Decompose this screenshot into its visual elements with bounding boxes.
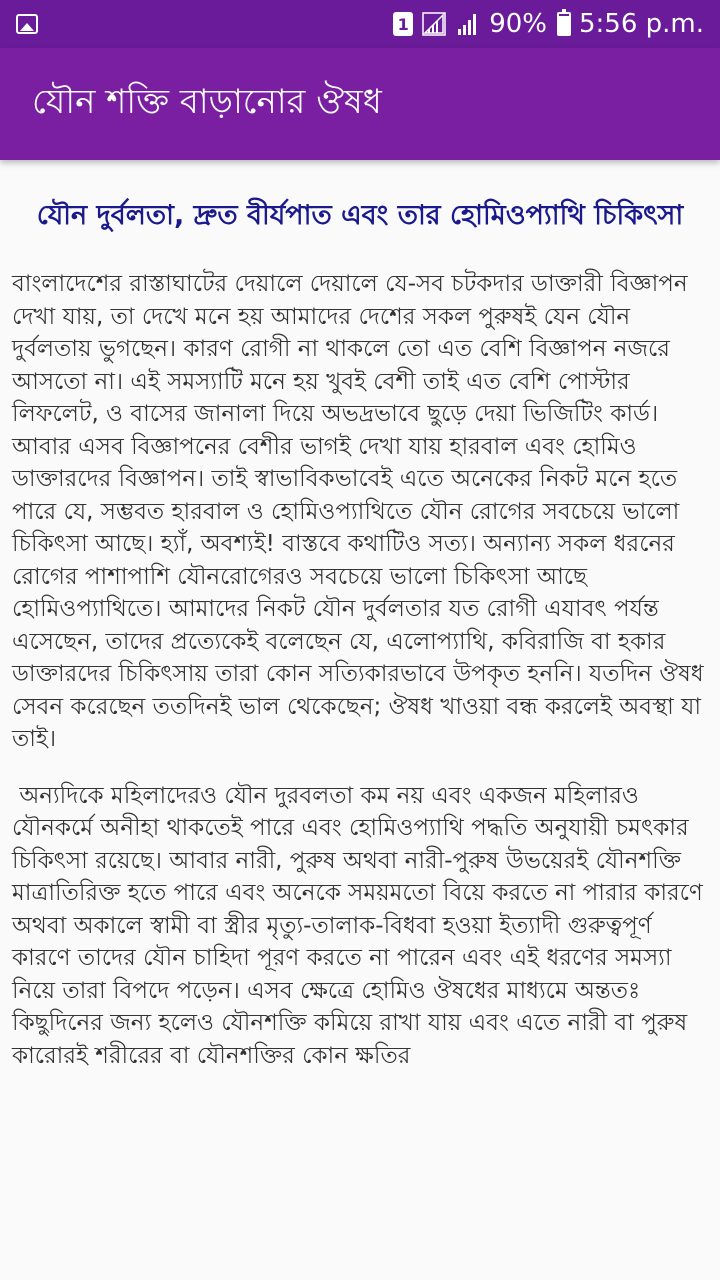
- status-right: [393, 9, 704, 39]
- article-content[interactable]: [0, 160, 720, 1280]
- status-bar: [0, 0, 720, 48]
- app-bar: [0, 48, 720, 160]
- cell-signal-icon: [455, 11, 481, 37]
- sim-icon: 1: [393, 12, 413, 36]
- app-title: যৌন শক্তি বাড়ানোর ঔষধ: [32, 81, 382, 122]
- battery-percent: 90%: [489, 9, 547, 39]
- wifi-signal-icon: [421, 11, 447, 37]
- article-title: যৌন দুর্বলতা, দ্রুত বীর্যপাত এবং তার হোমিওপ্যাথি চিকিৎসা: [36, 200, 684, 231]
- gallery-icon: [16, 14, 38, 34]
- article-paragraph-2: অন্যদিকে মহিলাদেরও যৌন দুরবলতা কম নয় এবং একজন মহিলারও যৌনকর্মে অনীহা থাকতেই পারে এবং হোমিওপ্যাথি পদ্ধতি অনুযায়ী চমৎকার চিকিৎসা রয়েছে। আবার নারী, পুরুষ অথবা নারী-পুরুষ উভয়েরই যৌনশক্তি মাত্রাতিরিক্ত হতে পারে এবং অনেকে সময়মতো বিয়ে করতে না পারার কারণে অথবা অকালে স্বামী বা স্ত্রীর মৃত্যু-তালাক-বিধবা হওয়া ইত্যাদী গুরুত্বপূর্ণ কারণে তাদের যৌন চাহিদা পূরণ করতে না পারেন এবং এই ধরণের সমস্যা নিয়ে তারা বিপদে পড়েন। এসব ক্ষেত্রে হোমিও ঔষধের মাধ্যমে অন্ততঃ কিছুদিনের জন্য হলেও যৌনশক্তি কমিয়ে রাখা যায় এবং এতে নারী বা পুরুষ কারোরই শরীরের বা যৌনশক্তির কোন ক্ষতির: [12, 782, 711, 1069]
- article-paragraph-1: বাংলাদেশের রাস্তাঘাটের দেয়ালে দেয়ালে যে-সব চটকদার ডাক্তারী বিজ্ঞাপন দেখা যায়, তা দেখে মনে হয় আমাদের দেশের সকল পুরুষই যেন যৌন দুর্বলতায় ভুগছেন। কারণ রোগী না থাকলে তো এত বেশি বিজ্ঞাপন নজরে আসতো না। এই সমস্যাটি মনে হয় খুবই বেশী তাই এত বেশি পোস্টার লিফলেট, ও বাসের জানালা দিয়ে অভদ্রভাবে ছুড়ে দেয়া ভিজিটিং কার্ড। আবার এসব বিজ্ঞাপনের বেশীর ভাগই দেখা যায় হারবাল এবং হোমিও ডাক্তারদের বিজ্ঞাপন। তাই স্বাভাবিকভাবেই এতে অনেকের নিকট মনে হতে পারে যে, সম্ভবত হারবাল ও হোমিওপ্যাথিতে যৌন রোগের সবচেয়ে ভালো চিকিৎসা আছে। হ্যাঁ, অবশ্যই! বাস্তবে কথাটিও সত্য। অন্যান্য সকল ধরনের রোগের পাশাপাশি যৌনরোগেরও সবচেয়ে ভালো চিকিৎসা আছে হোমিওপ্যাথিতে। আমাদের নিকট যৌন দুর্বলতার যত রোগী এযাবৎ পর্যন্ত এসেছেন, তাদের প্রত্যেকেই বলেছেন যে, এলোপ্যাথি, কবিরাজি বা হকার ডাক্তারদের চিকিৎসায় তারা কোন সত্যিকারভাবে উপকৃত হননি। যতদিন ঔষধ সেবন করেছেন ততদিনই ভাল থেকেছেন; ঔষধ খাওয়া বন্ধ করলেই অবস্থা যা তাই।: [12, 271, 712, 752]
- battery-charging-icon: [557, 12, 571, 36]
- status-left: [16, 14, 38, 34]
- clock: 5:56 p.m.: [578, 9, 704, 39]
